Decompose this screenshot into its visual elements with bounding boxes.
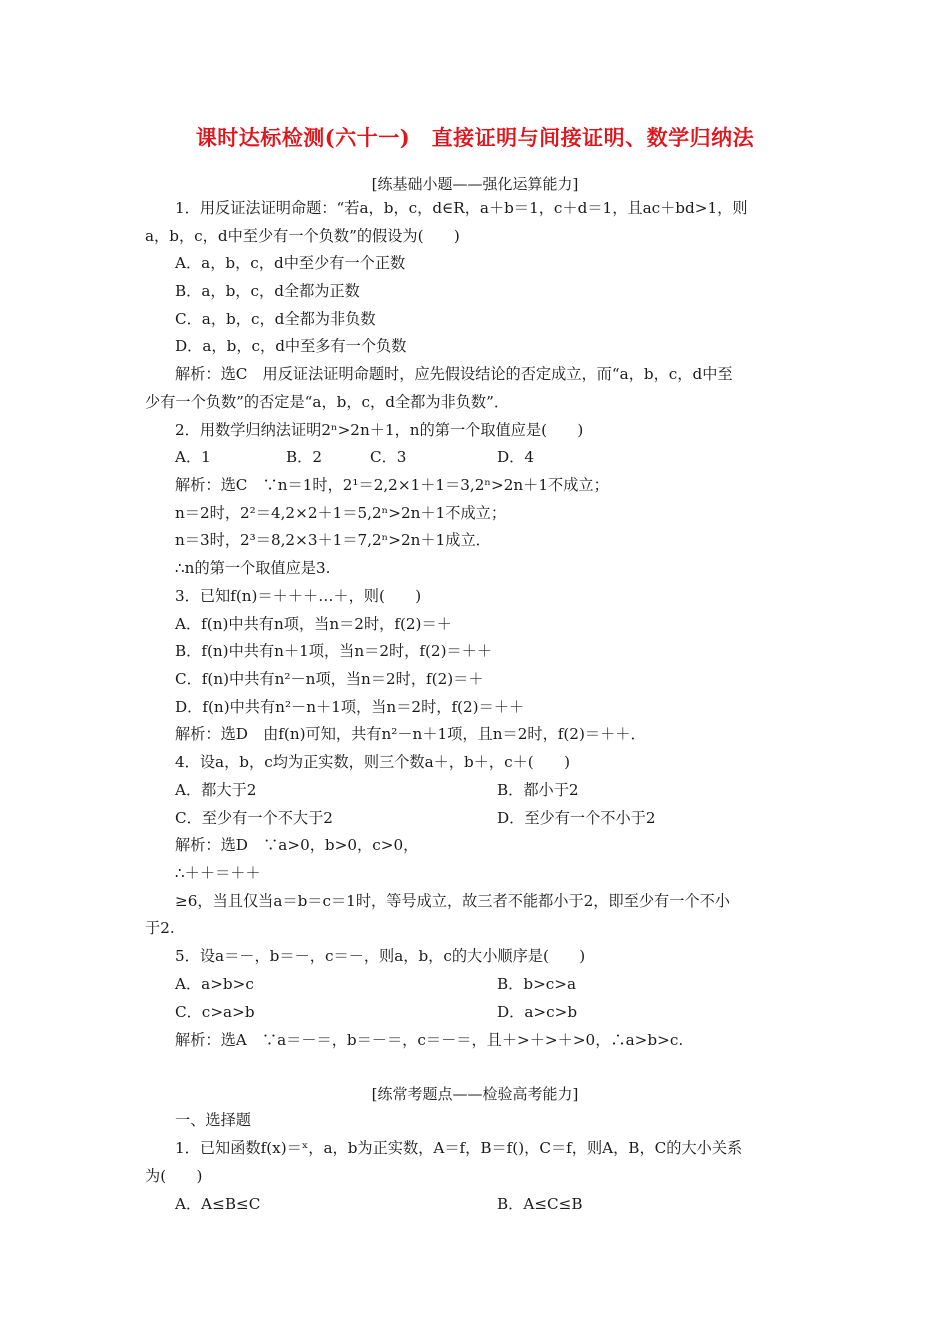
question-2-stem: 2．用数学归纳法证明2ⁿ>2n＋1，n的第一个取值应是( ) bbox=[175, 421, 584, 439]
question-4-stem: 4．设a，b，c均为正实数，则三个数a＋，b＋，c＋( ) bbox=[175, 753, 571, 771]
question-3-option-b: B．f(n)中共有n＋1项，当n＝2时，f(2)＝＋＋ bbox=[175, 642, 493, 660]
question-1-option-c: C．a，b，c，d全都为非负数 bbox=[175, 310, 376, 328]
question-2-solution-line-4: ∴n的第一个取值应是3. bbox=[175, 559, 331, 577]
question-5-option-c: C．c>a>b bbox=[175, 1003, 255, 1021]
question-5-stem: 5．设a＝－，b＝－，c＝－，则a，b，c的大小顺序是( ) bbox=[175, 947, 586, 965]
question-3-stem: 3．已知f(n)＝＋＋＋…＋，则( ) bbox=[175, 587, 422, 605]
question-4-option-c: C．至少有一个不大于2 bbox=[175, 809, 333, 827]
document-title: 课时达标检测(六十一) 直接证明与间接证明、数学归纳法 bbox=[195, 125, 755, 150]
exam-question-1-option-a: A．A≤B≤C bbox=[175, 1195, 261, 1213]
question-4-solution: 解析：选D ∵a>0，b>0，c>0， bbox=[175, 836, 419, 854]
exam-question-1-option-b: B．A≤C≤B bbox=[497, 1195, 583, 1213]
question-3-option-c: C．f(n)中共有n²－n项，当n＝2时，f(2)＝＋ bbox=[175, 670, 484, 688]
section-heading-exam: [练常考题点——检验高考能力] bbox=[371, 1085, 579, 1103]
question-1-solution: 解析：选C 用反证法证明命题时，应先假设结论的否定成立，而“a，b，c，d中至 bbox=[175, 365, 733, 383]
question-4-option-a: A．都大于2 bbox=[175, 781, 257, 799]
question-4-option-d: D．至少有一个不小于2 bbox=[497, 809, 656, 827]
question-1-stem: 1．用反证法证明命题：“若a，b，c，d∈R，a＋b＝1，c＋d＝1，且ac＋bd>1，则 bbox=[175, 199, 748, 217]
question-5-option-d: D．a>c>b bbox=[497, 1003, 578, 1021]
question-2-solution-line-2: n＝2时，2²＝4,2×2＋1＝5,2ⁿ>2n＋1不成立； bbox=[175, 504, 507, 522]
question-5-option-b: B．b>c>a bbox=[497, 975, 577, 993]
question-3-solution: 解析：选D 由f(n)可知，共有n²－n＋1项，且n＝2时，f(2)＝＋＋． bbox=[175, 725, 646, 743]
question-2-solution: 解析：选C ∵n＝1时，2¹＝2,2×1＋1＝3,2ⁿ>2n＋1不成立； bbox=[175, 476, 609, 494]
question-1-option-b: B．a，b，c，d全都为正数 bbox=[175, 282, 360, 300]
question-3-option-d: D．f(n)中共有n²－n＋1项，当n＝2时，f(2)＝＋＋ bbox=[175, 698, 525, 716]
question-2-option-b: B．2 bbox=[286, 448, 323, 466]
exam-question-1-stem-cont: 为( ) bbox=[145, 1167, 203, 1185]
question-2-solution-line-3: n＝3时，2³＝8,2×3＋1＝7,2ⁿ>2n＋1成立． bbox=[175, 531, 491, 549]
question-4-solution-line-4: 于2. bbox=[145, 919, 175, 937]
question-2-option-c: C．3 bbox=[370, 448, 407, 466]
question-3-option-a: A．f(n)中共有n项，当n＝2时，f(2)＝＋ bbox=[175, 615, 452, 633]
question-1-option-d: D．a，b，c，d中至多有一个负数 bbox=[175, 337, 407, 355]
question-4-option-b: B．都小于2 bbox=[497, 781, 579, 799]
question-5-option-a: A．a>b>c bbox=[175, 975, 254, 993]
question-1-solution-cont: 少有一个负数”的否定是“a，b，c，d全都为非负数”． bbox=[145, 393, 510, 411]
part-heading: 一、选择题 bbox=[175, 1111, 251, 1129]
question-4-solution-line-2: ∴＋＋＝＋＋ bbox=[175, 864, 261, 882]
exam-question-1-stem: 1．已知函数f(x)＝ˣ，a，b为正实数，A＝f，B＝f()，C＝f，则A，B，C的大小关系 bbox=[175, 1139, 743, 1157]
section-heading-basic: [练基础小题——强化运算能力] bbox=[371, 175, 579, 193]
question-1-option-a: A．a，b，c，d中至少有一个正数 bbox=[175, 254, 406, 272]
question-2-option-a: A．1 bbox=[175, 448, 211, 466]
question-5-solution: 解析：选A ∵a＝－＝，b＝－＝，c＝－＝，且＋>＋>＋>0，∴a>b>c. bbox=[175, 1031, 684, 1049]
question-2-option-d: D．4 bbox=[497, 448, 535, 466]
question-1-stem-cont: a，b，c，d中至少有一个负数”的假设为( ) bbox=[145, 227, 460, 245]
question-4-solution-line-3: ≥6，当且仅当a＝b＝c＝1时，等号成立，故三者不能都小于2，即至少有一个不小 bbox=[175, 892, 730, 910]
